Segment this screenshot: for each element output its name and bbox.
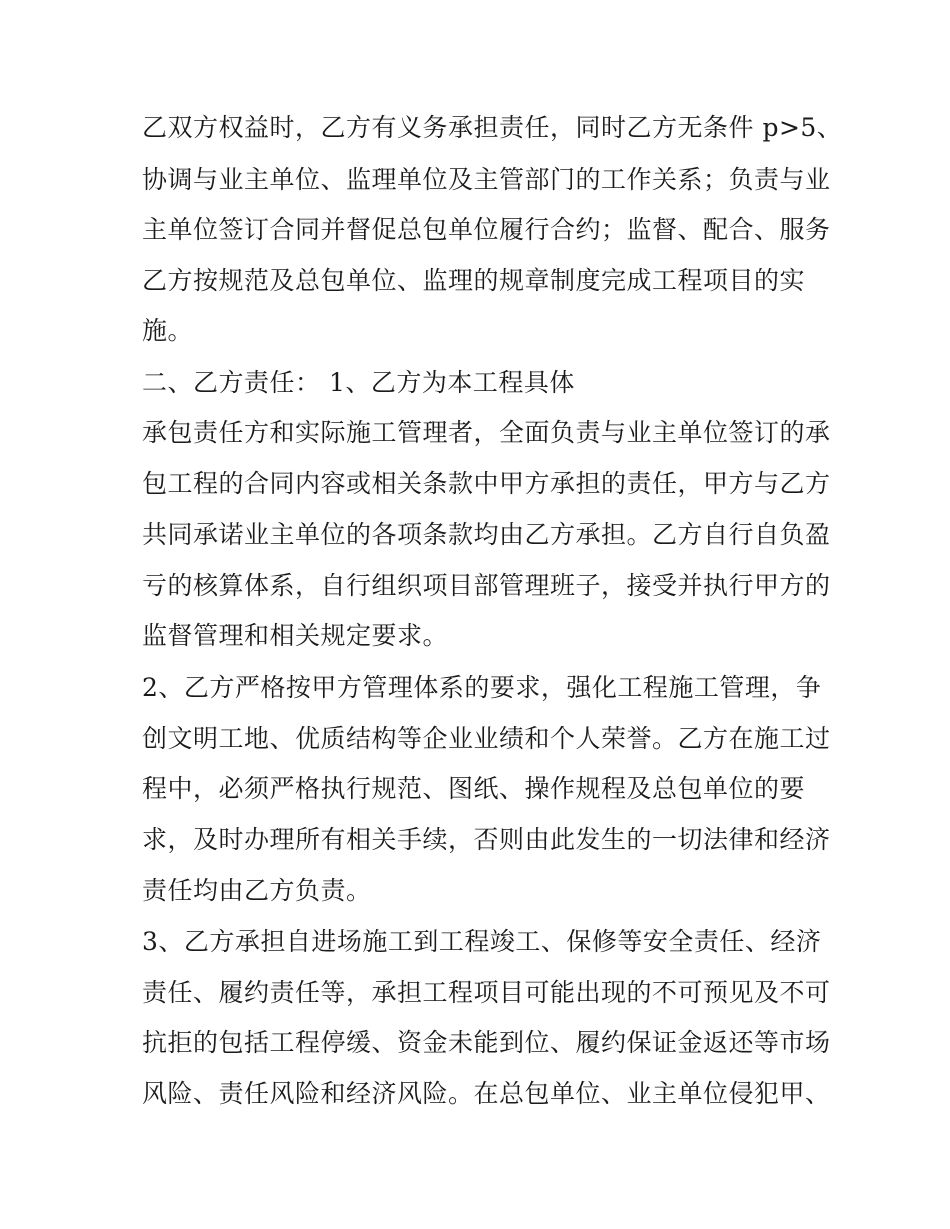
text-line: 创文明工地、优质结构等企业业绩和个人荣誉。乙方在施工过 [142, 724, 831, 753]
text-line: 承包责任方和实际施工管理者，全面负责与业主单位签订的承 [142, 418, 831, 447]
text-line: 2、乙方严格按甲方管理体系的要求，强化工程施工管理，争 [142, 673, 822, 702]
text-line: 程中，必须严格执行规范、图纸、操作规程及总包单位的要 [142, 774, 806, 803]
text-line: 抗拒的包括工程停缓、资金未能到位、履约保证金返还等市场 [142, 1028, 831, 1057]
section-heading: 二、乙方责任： 1、乙方为本工程具体 [142, 368, 575, 397]
text-line: 共同承诺业主单位的各项条款均由乙方承担。乙方自行自负盈 [142, 520, 831, 549]
text-line: 乙双方权益时，乙方有义务承担责任，同时乙方无条件 p>5、 [142, 113, 843, 142]
text-line: 乙方按规范及总包单位、监理的规章制度完成工程项目的实 [142, 266, 806, 295]
text-line: 亏的核算体系，自行组织项目部管理班子，接受并执行甲方的 [142, 571, 831, 600]
text-line: 3、乙方承担自进场施工到工程竣工、保修等安全责任、经济 [142, 927, 822, 956]
text-line: 协调与业主单位、监理单位及主管部门的工作关系；负责与业 [142, 165, 831, 194]
text-line: 求，及时办理所有相关手续，否则由此发生的一切法律和经济 [142, 825, 831, 854]
text-line: 风险、责任风险和经济风险。在总包单位、业主单位侵犯甲、 [142, 1079, 831, 1108]
text-line: 责任均由乙方负责。 [142, 876, 372, 905]
text-line: 监督管理和相关规定要求。 [142, 621, 449, 650]
text-line: 施。 [142, 316, 194, 345]
text-line: 包工程的合同内容或相关条款中甲方承担的责任，甲方与乙方 [142, 469, 831, 498]
text-line: 主单位签订合同并督促总包单位履行合约；监督、配合、服务 [142, 215, 831, 244]
text-line: 责任、履约责任等，承担工程项目可能出现的不可预见及不可 [142, 978, 831, 1007]
